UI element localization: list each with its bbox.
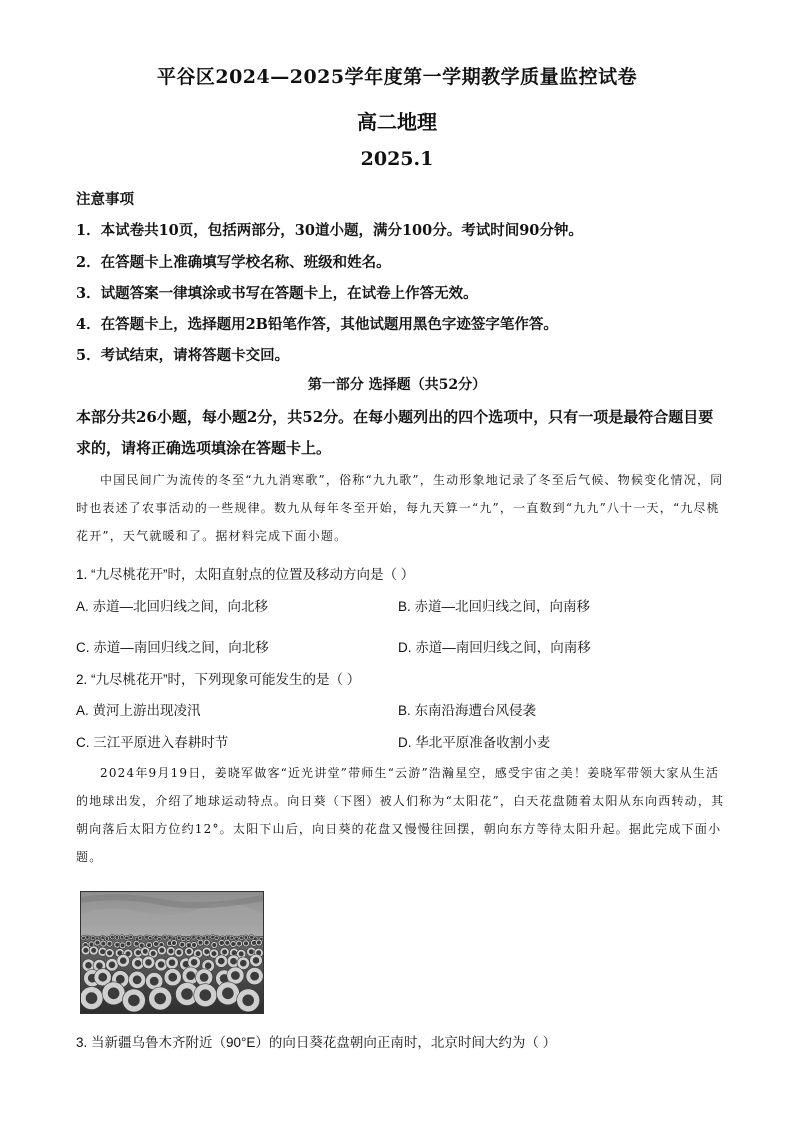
sunflower-center bbox=[252, 941, 255, 944]
sunflower-center bbox=[211, 936, 213, 938]
notice-item: 4．在答题卡上，选择题用2B铅笔作答，其他试题用黑色字迹签字笔作答。 bbox=[76, 316, 558, 333]
sunflower-center bbox=[150, 977, 158, 985]
sunflower-center bbox=[237, 942, 240, 945]
material-paragraph-1: 中国民间广为流传的冬至“九九消寒歌”，俗称“九九歌”，生动形象地记录了冬至后气候、物候变化情况，同时也表述了农事活动的一些规律。数九从每年冬至开始，每九天算一“九”，一直数到“九九”八十一天，“九尽桃花开”，天气就暖和了。据材料完成下面小题。 bbox=[76, 473, 724, 543]
sunflower-center bbox=[182, 989, 193, 1000]
sunflower-center bbox=[158, 938, 160, 940]
sunflower-center bbox=[231, 958, 237, 964]
sunflower-center bbox=[235, 938, 237, 940]
sunflower-center bbox=[102, 937, 104, 939]
sunflower-center bbox=[147, 943, 150, 946]
material-paragraph-2: 2024年9月19日，姜晓军做客“近光讲堂”带师生“云游”浩瀚星空，感受宇宙之美！姜晓军带领大家从生活的地球出发，介绍了地球运动特点。向日葵（下图）被人们称为“太阳花”，白天花盘随着太阳从东向西转动，其朝向落后太阳方位约12°。太阳下山后，向日葵的花盘又慢慢往回摆，朝向东方等待太阳升起。据此完成下面小题。 bbox=[76, 766, 725, 864]
question-2-option-a: A. 黄河上游出现凌汛 bbox=[76, 703, 201, 718]
sunflower-center bbox=[240, 937, 242, 939]
sunflower-center bbox=[199, 941, 202, 944]
sunflower-center bbox=[116, 975, 124, 983]
sunflower-center bbox=[146, 959, 152, 965]
question-2-stem: 2. “九尽桃花开”时，下列现象可能发生的是（ ） bbox=[76, 672, 361, 687]
sunflower-center bbox=[226, 941, 229, 944]
sunflower-center bbox=[92, 937, 94, 939]
sunflower-center bbox=[205, 950, 209, 954]
sunflower-center bbox=[197, 937, 199, 939]
sunflower-center bbox=[84, 948, 88, 952]
sunflower-center bbox=[107, 951, 111, 955]
sunflower-center bbox=[244, 942, 247, 945]
part1-title: 第一部分 选择题（共52分） bbox=[307, 377, 487, 393]
sunflower-center bbox=[116, 943, 119, 946]
notice-item: 5．考试结束，请将答题卡交回。 bbox=[76, 347, 290, 364]
sunflower-center bbox=[187, 949, 191, 953]
sunflower-center bbox=[109, 962, 115, 968]
question-2-option-d: D. 华北平原准备收割小麦 bbox=[398, 735, 551, 750]
sunflower-center bbox=[178, 937, 180, 939]
sunflower-center bbox=[205, 963, 211, 969]
sunflower-center bbox=[200, 973, 208, 981]
notice-item: 2．在答题卡上准确填写学校名称、班级和姓名。 bbox=[76, 254, 391, 271]
sunflower-center bbox=[82, 937, 84, 939]
sunflower-center bbox=[169, 936, 171, 938]
notice-item: 1．本试卷共10页，包括两部分，30道小题，满分100分。考试时间90分钟。 bbox=[76, 222, 583, 239]
question-3-stem: 3. 当新疆乌鲁木齐附近（90°E）的向日葵花盘朝向正南时，北京时间大约为（ ） bbox=[76, 1035, 557, 1050]
sunflower-center bbox=[232, 951, 236, 955]
sunflower-center bbox=[218, 958, 224, 964]
sunflower-center bbox=[240, 960, 246, 966]
sunflower-field-photo bbox=[80, 891, 264, 1014]
sunflower-center bbox=[139, 937, 141, 939]
sunflower-center bbox=[239, 952, 243, 956]
sunflower-center bbox=[127, 942, 130, 945]
sunflower-center bbox=[249, 950, 253, 954]
sunflower-center bbox=[120, 958, 126, 964]
sunflower-center bbox=[253, 957, 259, 963]
sunflower-center bbox=[172, 941, 175, 944]
sunflower-center bbox=[102, 942, 105, 945]
sunflower-center bbox=[130, 936, 132, 938]
sunflower-center bbox=[231, 971, 239, 979]
sunflower-center bbox=[133, 976, 141, 984]
sunflower-center bbox=[128, 995, 139, 1006]
sunflower-center bbox=[108, 988, 119, 999]
sunflower-center bbox=[140, 944, 143, 947]
sunflower-center bbox=[196, 951, 200, 955]
sunflower-center bbox=[125, 937, 127, 939]
sunflower-center bbox=[187, 938, 189, 940]
question-2-option-c: C. 三江平原进入春耕时节 bbox=[76, 735, 229, 750]
sunflower-center bbox=[108, 942, 111, 945]
sunflower-center bbox=[96, 963, 102, 969]
sunflower-center bbox=[100, 950, 104, 954]
sunflower-center bbox=[191, 959, 197, 965]
sunflower-center bbox=[169, 973, 177, 981]
sunflower-center bbox=[111, 936, 113, 938]
sunflower-center bbox=[92, 948, 96, 952]
sunflower-center bbox=[200, 990, 211, 1001]
sunflower-center bbox=[155, 993, 166, 1004]
notice-heading: 注意事项 bbox=[76, 191, 134, 208]
sunflower-center bbox=[154, 936, 156, 938]
sunflower-center bbox=[158, 962, 164, 968]
sunflower-center bbox=[169, 949, 173, 953]
sunflower-center bbox=[212, 951, 216, 955]
sunflower-center bbox=[257, 941, 260, 944]
sunflower-center bbox=[169, 960, 175, 966]
sunflower-center bbox=[215, 937, 217, 939]
sunflower-center bbox=[243, 995, 254, 1006]
sunflower-center bbox=[143, 949, 147, 953]
sunflower-center bbox=[135, 942, 138, 945]
sunflower-center bbox=[151, 951, 155, 955]
sunflower-center bbox=[121, 944, 124, 947]
subject-title: 高二地理 bbox=[357, 110, 437, 134]
sunflower-center bbox=[96, 941, 99, 944]
sunflower-center bbox=[187, 943, 190, 946]
sunflower-center bbox=[177, 950, 181, 954]
sunflower-center bbox=[90, 943, 93, 946]
sunflower-center bbox=[222, 988, 233, 999]
sunflower-center bbox=[192, 936, 194, 938]
sunflower-center bbox=[187, 972, 195, 980]
question-1-option-b: B. 赤道—北回归线之间，向南移 bbox=[398, 599, 591, 614]
question-1-stem: 1. “九尽桃花开”时，太阳直射点的位置及移动方向是（ ） bbox=[76, 567, 415, 582]
sunflower-center bbox=[221, 937, 223, 939]
sunflower-center bbox=[220, 941, 223, 944]
sunflower-center bbox=[205, 941, 208, 944]
sunflower-center bbox=[135, 960, 141, 966]
question-1-option-a: A. 赤道—北回归线之间，向北移 bbox=[76, 599, 269, 614]
sunflower-center bbox=[227, 936, 229, 938]
sunflower-center bbox=[245, 936, 247, 938]
sunflower-center bbox=[231, 937, 233, 939]
notice-item: 3．试题答案一律填涂或书写在答题卡上，在试卷上作答无效。 bbox=[76, 285, 478, 302]
sunflower-center bbox=[149, 937, 151, 939]
sunflower-center bbox=[182, 938, 184, 940]
sunflower-center bbox=[106, 937, 108, 939]
sunflower-center bbox=[213, 943, 216, 946]
sunflower-center bbox=[86, 936, 88, 938]
sunflower-center bbox=[250, 936, 252, 938]
sunflower-center bbox=[181, 943, 184, 946]
sunflower-center bbox=[192, 943, 195, 946]
sunflower-center bbox=[206, 936, 208, 938]
sunflower-center bbox=[251, 972, 259, 980]
question-1-option-c: C. 赤道—南回归线之间，向北移 bbox=[76, 640, 269, 655]
question-2-option-b: B. 东南沿海遭台风侵袭 bbox=[398, 703, 537, 718]
sunflower-center bbox=[222, 950, 226, 954]
sunflower-center bbox=[121, 936, 123, 938]
sunflower-center bbox=[86, 962, 92, 968]
part1-instruction: 本部分共26小题，每小题2分，共52分。在每小题列出的四个选项中，只有一项是最符合题目要求的，请将正确选项填涂在答题卡上。 bbox=[76, 408, 714, 457]
sunflower-center bbox=[136, 950, 140, 954]
exam-date: 2025.1 bbox=[360, 148, 434, 170]
exam-title: 平谷区2024—2025学年度第一学期教学质量监控试卷 bbox=[156, 66, 638, 88]
sunflower-center bbox=[164, 936, 166, 938]
sunflower-center bbox=[154, 942, 157, 945]
question-1-option-d: D. 赤道—南回归线之间，向南移 bbox=[398, 640, 591, 655]
sunflower-center bbox=[116, 936, 118, 938]
sunflower-center bbox=[86, 993, 97, 1004]
sunflower-center bbox=[145, 936, 147, 938]
sunflower-center bbox=[232, 942, 235, 945]
sunflower-center bbox=[99, 973, 107, 981]
sunflower-center bbox=[160, 948, 164, 952]
